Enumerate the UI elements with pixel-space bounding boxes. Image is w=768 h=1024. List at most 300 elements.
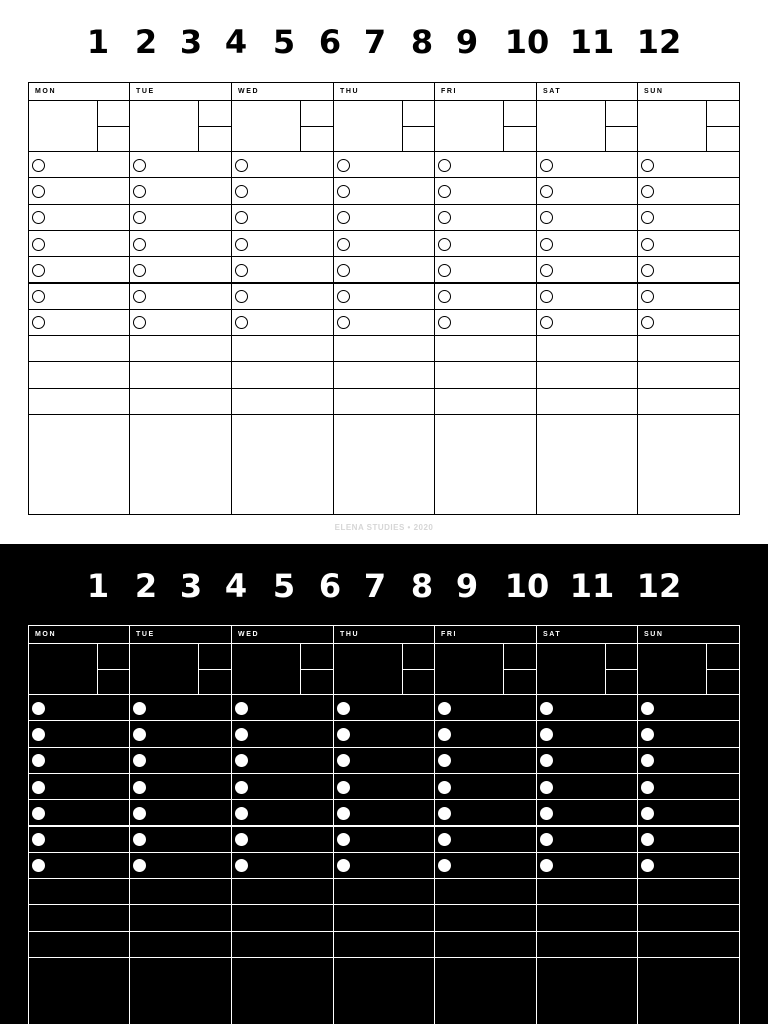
month-number[interactable]: 3 bbox=[179, 23, 203, 61]
filled-circle-icon[interactable] bbox=[641, 781, 654, 794]
checklist-row[interactable] bbox=[129, 826, 232, 853]
checklist-row[interactable] bbox=[637, 151, 740, 178]
filled-circle-icon[interactable] bbox=[438, 781, 451, 794]
filled-circle-icon[interactable] bbox=[32, 833, 45, 846]
month-number[interactable]: 5 bbox=[272, 23, 296, 61]
filled-circle-icon[interactable] bbox=[235, 728, 248, 741]
filled-circle-icon[interactable] bbox=[641, 807, 654, 820]
checklist-row[interactable] bbox=[28, 852, 130, 879]
blank-row[interactable] bbox=[637, 904, 740, 931]
checklist-row[interactable] bbox=[434, 230, 537, 257]
checklist-row[interactable] bbox=[434, 773, 537, 800]
checklist-row[interactable] bbox=[231, 747, 334, 774]
blank-row[interactable] bbox=[231, 904, 334, 931]
checklist-row[interactable] bbox=[333, 747, 435, 774]
circle-icon[interactable] bbox=[540, 264, 553, 277]
circle-icon[interactable] bbox=[133, 316, 146, 329]
circle-icon[interactable] bbox=[540, 185, 553, 198]
checklist-row[interactable] bbox=[637, 720, 740, 747]
circle-icon[interactable] bbox=[438, 211, 451, 224]
checklist-row[interactable] bbox=[129, 773, 232, 800]
circle-icon[interactable] bbox=[32, 290, 45, 303]
checklist-row[interactable] bbox=[536, 852, 638, 879]
date-box[interactable] bbox=[28, 100, 98, 152]
filled-circle-icon[interactable] bbox=[540, 754, 553, 767]
month-number[interactable]: 3 bbox=[179, 567, 203, 605]
small-box[interactable] bbox=[503, 669, 537, 695]
filled-circle-icon[interactable] bbox=[235, 833, 248, 846]
date-box[interactable] bbox=[434, 100, 504, 152]
circle-icon[interactable] bbox=[337, 316, 350, 329]
filled-circle-icon[interactable] bbox=[337, 754, 350, 767]
blank-row[interactable] bbox=[28, 878, 130, 905]
checklist-row[interactable] bbox=[536, 283, 638, 310]
circle-icon[interactable] bbox=[438, 185, 451, 198]
filled-circle-icon[interactable] bbox=[641, 728, 654, 741]
checklist-row[interactable] bbox=[231, 852, 334, 879]
blank-row[interactable] bbox=[333, 361, 435, 388]
circle-icon[interactable] bbox=[540, 211, 553, 224]
checklist-row[interactable] bbox=[536, 694, 638, 721]
checklist-row[interactable] bbox=[637, 256, 740, 283]
checklist-row[interactable] bbox=[129, 799, 232, 826]
checklist-row[interactable] bbox=[434, 256, 537, 283]
filled-circle-icon[interactable] bbox=[337, 833, 350, 846]
checklist-row[interactable] bbox=[231, 204, 334, 231]
blank-row[interactable] bbox=[637, 335, 740, 362]
notes-box[interactable] bbox=[333, 957, 435, 1024]
month-number[interactable]: 11 bbox=[569, 567, 615, 605]
small-box[interactable] bbox=[300, 669, 334, 695]
small-box[interactable] bbox=[605, 643, 638, 670]
checklist-row[interactable] bbox=[129, 283, 232, 310]
filled-circle-icon[interactable] bbox=[32, 859, 45, 872]
checklist-row[interactable] bbox=[637, 852, 740, 879]
month-number[interactable]: 10 bbox=[504, 567, 550, 605]
blank-row[interactable] bbox=[536, 361, 638, 388]
checklist-row[interactable] bbox=[637, 309, 740, 336]
month-number[interactable]: 9 bbox=[455, 567, 479, 605]
checklist-row[interactable] bbox=[129, 230, 232, 257]
filled-circle-icon[interactable] bbox=[32, 702, 45, 715]
checklist-row[interactable] bbox=[231, 151, 334, 178]
filled-circle-icon[interactable] bbox=[540, 781, 553, 794]
checklist-row[interactable] bbox=[434, 283, 537, 310]
blank-row[interactable] bbox=[28, 931, 130, 958]
blank-row[interactable] bbox=[129, 878, 232, 905]
circle-icon[interactable] bbox=[641, 185, 654, 198]
checklist-row[interactable] bbox=[231, 799, 334, 826]
date-box[interactable] bbox=[637, 100, 707, 152]
filled-circle-icon[interactable] bbox=[438, 807, 451, 820]
checklist-row[interactable] bbox=[231, 177, 334, 204]
circle-icon[interactable] bbox=[438, 316, 451, 329]
filled-circle-icon[interactable] bbox=[438, 833, 451, 846]
month-number[interactable]: 7 bbox=[363, 567, 387, 605]
circle-icon[interactable] bbox=[337, 211, 350, 224]
small-box[interactable] bbox=[706, 643, 740, 670]
blank-row[interactable] bbox=[434, 904, 537, 931]
filled-circle-icon[interactable] bbox=[235, 807, 248, 820]
filled-circle-icon[interactable] bbox=[32, 728, 45, 741]
notes-box[interactable] bbox=[333, 414, 435, 515]
filled-circle-icon[interactable] bbox=[540, 833, 553, 846]
checklist-row[interactable] bbox=[333, 256, 435, 283]
circle-icon[interactable] bbox=[32, 159, 45, 172]
checklist-row[interactable] bbox=[434, 799, 537, 826]
circle-icon[interactable] bbox=[133, 238, 146, 251]
filled-circle-icon[interactable] bbox=[540, 728, 553, 741]
filled-circle-icon[interactable] bbox=[133, 754, 146, 767]
circle-icon[interactable] bbox=[133, 290, 146, 303]
circle-icon[interactable] bbox=[641, 211, 654, 224]
notes-box[interactable] bbox=[28, 957, 130, 1024]
filled-circle-icon[interactable] bbox=[540, 702, 553, 715]
date-box[interactable] bbox=[637, 643, 707, 695]
checklist-row[interactable] bbox=[231, 773, 334, 800]
checklist-row[interactable] bbox=[28, 747, 130, 774]
checklist-row[interactable] bbox=[536, 177, 638, 204]
circle-icon[interactable] bbox=[235, 238, 248, 251]
notes-box[interactable] bbox=[536, 414, 638, 515]
filled-circle-icon[interactable] bbox=[32, 807, 45, 820]
checklist-row[interactable] bbox=[434, 204, 537, 231]
notes-box[interactable] bbox=[536, 957, 638, 1024]
month-number[interactable]: 12 bbox=[636, 567, 682, 605]
date-box[interactable] bbox=[333, 643, 403, 695]
blank-row[interactable] bbox=[28, 335, 130, 362]
month-number[interactable]: 12 bbox=[636, 23, 682, 61]
checklist-row[interactable] bbox=[434, 694, 537, 721]
checklist-row[interactable] bbox=[434, 151, 537, 178]
circle-icon[interactable] bbox=[540, 290, 553, 303]
checklist-row[interactable] bbox=[333, 230, 435, 257]
blank-row[interactable] bbox=[333, 878, 435, 905]
blank-row[interactable] bbox=[333, 931, 435, 958]
filled-circle-icon[interactable] bbox=[133, 807, 146, 820]
small-box[interactable] bbox=[605, 126, 638, 152]
filled-circle-icon[interactable] bbox=[235, 859, 248, 872]
circle-icon[interactable] bbox=[540, 238, 553, 251]
circle-icon[interactable] bbox=[235, 185, 248, 198]
month-number[interactable]: 10 bbox=[504, 23, 550, 61]
month-number[interactable]: 4 bbox=[224, 23, 248, 61]
filled-circle-icon[interactable] bbox=[235, 702, 248, 715]
checklist-row[interactable] bbox=[28, 151, 130, 178]
month-number[interactable]: 8 bbox=[410, 567, 434, 605]
blank-row[interactable] bbox=[536, 878, 638, 905]
checklist-row[interactable] bbox=[637, 177, 740, 204]
checklist-row[interactable] bbox=[637, 694, 740, 721]
checklist-row[interactable] bbox=[28, 694, 130, 721]
notes-box[interactable] bbox=[434, 957, 537, 1024]
circle-icon[interactable] bbox=[641, 316, 654, 329]
blank-row[interactable] bbox=[637, 931, 740, 958]
blank-row[interactable] bbox=[637, 361, 740, 388]
checklist-row[interactable] bbox=[434, 852, 537, 879]
checklist-row[interactable] bbox=[231, 826, 334, 853]
filled-circle-icon[interactable] bbox=[641, 754, 654, 767]
filled-circle-icon[interactable] bbox=[235, 781, 248, 794]
checklist-row[interactable] bbox=[129, 204, 232, 231]
checklist-row[interactable] bbox=[637, 773, 740, 800]
checklist-row[interactable] bbox=[231, 256, 334, 283]
checklist-row[interactable] bbox=[28, 826, 130, 853]
circle-icon[interactable] bbox=[32, 264, 45, 277]
checklist-row[interactable] bbox=[28, 309, 130, 336]
checklist-row[interactable] bbox=[536, 256, 638, 283]
checklist-row[interactable] bbox=[129, 747, 232, 774]
circle-icon[interactable] bbox=[641, 290, 654, 303]
checklist-row[interactable] bbox=[536, 799, 638, 826]
filled-circle-icon[interactable] bbox=[337, 781, 350, 794]
checklist-row[interactable] bbox=[129, 151, 232, 178]
circle-icon[interactable] bbox=[438, 238, 451, 251]
filled-circle-icon[interactable] bbox=[133, 781, 146, 794]
checklist-row[interactable] bbox=[333, 204, 435, 231]
checklist-row[interactable] bbox=[28, 204, 130, 231]
circle-icon[interactable] bbox=[32, 185, 45, 198]
month-number[interactable]: 9 bbox=[455, 23, 479, 61]
filled-circle-icon[interactable] bbox=[337, 728, 350, 741]
checklist-row[interactable] bbox=[637, 204, 740, 231]
checklist-row[interactable] bbox=[536, 747, 638, 774]
small-box[interactable] bbox=[402, 643, 435, 670]
filled-circle-icon[interactable] bbox=[133, 702, 146, 715]
small-box[interactable] bbox=[97, 126, 130, 152]
checklist-row[interactable] bbox=[333, 309, 435, 336]
small-box[interactable] bbox=[402, 100, 435, 127]
checklist-row[interactable] bbox=[231, 720, 334, 747]
circle-icon[interactable] bbox=[235, 159, 248, 172]
date-box[interactable] bbox=[333, 100, 403, 152]
blank-row[interactable] bbox=[536, 904, 638, 931]
checklist-row[interactable] bbox=[129, 309, 232, 336]
circle-icon[interactable] bbox=[32, 238, 45, 251]
blank-row[interactable] bbox=[129, 931, 232, 958]
filled-circle-icon[interactable] bbox=[32, 781, 45, 794]
small-box[interactable] bbox=[198, 100, 232, 127]
small-box[interactable] bbox=[402, 669, 435, 695]
small-box[interactable] bbox=[97, 669, 130, 695]
small-box[interactable] bbox=[706, 126, 740, 152]
checklist-row[interactable] bbox=[28, 773, 130, 800]
circle-icon[interactable] bbox=[133, 211, 146, 224]
checklist-row[interactable] bbox=[129, 852, 232, 879]
filled-circle-icon[interactable] bbox=[32, 754, 45, 767]
checklist-row[interactable] bbox=[536, 230, 638, 257]
circle-icon[interactable] bbox=[540, 316, 553, 329]
circle-icon[interactable] bbox=[337, 290, 350, 303]
small-box[interactable] bbox=[706, 100, 740, 127]
small-box[interactable] bbox=[97, 100, 130, 127]
checklist-row[interactable] bbox=[536, 720, 638, 747]
checklist-row[interactable] bbox=[434, 309, 537, 336]
blank-row[interactable] bbox=[231, 931, 334, 958]
small-box[interactable] bbox=[503, 100, 537, 127]
checklist-row[interactable] bbox=[333, 799, 435, 826]
notes-box[interactable] bbox=[231, 957, 334, 1024]
circle-icon[interactable] bbox=[438, 159, 451, 172]
circle-icon[interactable] bbox=[32, 316, 45, 329]
small-box[interactable] bbox=[605, 669, 638, 695]
checklist-row[interactable] bbox=[637, 799, 740, 826]
checklist-row[interactable] bbox=[536, 204, 638, 231]
blank-row[interactable] bbox=[129, 904, 232, 931]
month-number[interactable]: 2 bbox=[134, 567, 158, 605]
filled-circle-icon[interactable] bbox=[641, 833, 654, 846]
checklist-row[interactable] bbox=[536, 773, 638, 800]
checklist-row[interactable] bbox=[637, 747, 740, 774]
checklist-row[interactable] bbox=[333, 283, 435, 310]
month-number[interactable]: 6 bbox=[318, 567, 342, 605]
filled-circle-icon[interactable] bbox=[540, 807, 553, 820]
month-number[interactable]: 4 bbox=[224, 567, 248, 605]
circle-icon[interactable] bbox=[337, 238, 350, 251]
small-box[interactable] bbox=[300, 100, 334, 127]
filled-circle-icon[interactable] bbox=[641, 859, 654, 872]
checklist-row[interactable] bbox=[637, 283, 740, 310]
blank-row[interactable] bbox=[333, 388, 435, 415]
filled-circle-icon[interactable] bbox=[337, 807, 350, 820]
blank-row[interactable] bbox=[637, 878, 740, 905]
filled-circle-icon[interactable] bbox=[337, 859, 350, 872]
circle-icon[interactable] bbox=[133, 185, 146, 198]
month-number[interactable]: 6 bbox=[318, 23, 342, 61]
month-number[interactable]: 1 bbox=[86, 567, 110, 605]
checklist-row[interactable] bbox=[231, 309, 334, 336]
month-number[interactable]: 8 bbox=[410, 23, 434, 61]
blank-row[interactable] bbox=[434, 931, 537, 958]
notes-box[interactable] bbox=[434, 414, 537, 515]
date-box[interactable] bbox=[536, 643, 606, 695]
small-box[interactable] bbox=[198, 669, 232, 695]
blank-row[interactable] bbox=[231, 878, 334, 905]
blank-row[interactable] bbox=[536, 931, 638, 958]
small-box[interactable] bbox=[706, 669, 740, 695]
checklist-row[interactable] bbox=[536, 826, 638, 853]
checklist-row[interactable] bbox=[536, 309, 638, 336]
date-box[interactable] bbox=[28, 643, 98, 695]
checklist-row[interactable] bbox=[637, 826, 740, 853]
date-box[interactable] bbox=[434, 643, 504, 695]
blank-row[interactable] bbox=[129, 335, 232, 362]
filled-circle-icon[interactable] bbox=[133, 833, 146, 846]
notes-box[interactable] bbox=[129, 414, 232, 515]
circle-icon[interactable] bbox=[438, 290, 451, 303]
filled-circle-icon[interactable] bbox=[438, 859, 451, 872]
checklist-row[interactable] bbox=[28, 799, 130, 826]
checklist-row[interactable] bbox=[28, 230, 130, 257]
circle-icon[interactable] bbox=[235, 290, 248, 303]
date-box[interactable] bbox=[231, 643, 301, 695]
month-number[interactable]: 2 bbox=[134, 23, 158, 61]
checklist-row[interactable] bbox=[434, 826, 537, 853]
filled-circle-icon[interactable] bbox=[438, 728, 451, 741]
blank-row[interactable] bbox=[231, 361, 334, 388]
blank-row[interactable] bbox=[333, 335, 435, 362]
filled-circle-icon[interactable] bbox=[641, 702, 654, 715]
notes-box[interactable] bbox=[28, 414, 130, 515]
checklist-row[interactable] bbox=[333, 177, 435, 204]
filled-circle-icon[interactable] bbox=[337, 702, 350, 715]
blank-row[interactable] bbox=[129, 388, 232, 415]
checklist-row[interactable] bbox=[129, 177, 232, 204]
circle-icon[interactable] bbox=[235, 264, 248, 277]
circle-icon[interactable] bbox=[235, 316, 248, 329]
month-number[interactable]: 1 bbox=[86, 23, 110, 61]
circle-icon[interactable] bbox=[235, 211, 248, 224]
circle-icon[interactable] bbox=[641, 238, 654, 251]
blank-row[interactable] bbox=[129, 361, 232, 388]
notes-box[interactable] bbox=[231, 414, 334, 515]
blank-row[interactable] bbox=[434, 361, 537, 388]
small-box[interactable] bbox=[605, 100, 638, 127]
checklist-row[interactable] bbox=[231, 283, 334, 310]
notes-box[interactable] bbox=[129, 957, 232, 1024]
checklist-row[interactable] bbox=[28, 720, 130, 747]
checklist-row[interactable] bbox=[28, 256, 130, 283]
checklist-row[interactable] bbox=[333, 852, 435, 879]
checklist-row[interactable] bbox=[231, 694, 334, 721]
checklist-row[interactable] bbox=[434, 177, 537, 204]
checklist-row[interactable] bbox=[434, 720, 537, 747]
blank-row[interactable] bbox=[333, 904, 435, 931]
blank-row[interactable] bbox=[536, 388, 638, 415]
checklist-row[interactable] bbox=[28, 283, 130, 310]
small-box[interactable] bbox=[198, 643, 232, 670]
checklist-row[interactable] bbox=[231, 230, 334, 257]
checklist-row[interactable] bbox=[129, 720, 232, 747]
checklist-row[interactable] bbox=[129, 256, 232, 283]
circle-icon[interactable] bbox=[540, 159, 553, 172]
circle-icon[interactable] bbox=[641, 159, 654, 172]
blank-row[interactable] bbox=[536, 335, 638, 362]
small-box[interactable] bbox=[300, 126, 334, 152]
blank-row[interactable] bbox=[434, 335, 537, 362]
notes-box[interactable] bbox=[637, 414, 740, 515]
small-box[interactable] bbox=[503, 126, 537, 152]
small-box[interactable] bbox=[198, 126, 232, 152]
checklist-row[interactable] bbox=[333, 773, 435, 800]
notes-box[interactable] bbox=[637, 957, 740, 1024]
blank-row[interactable] bbox=[434, 388, 537, 415]
filled-circle-icon[interactable] bbox=[133, 859, 146, 872]
circle-icon[interactable] bbox=[337, 185, 350, 198]
checklist-row[interactable] bbox=[637, 230, 740, 257]
circle-icon[interactable] bbox=[133, 159, 146, 172]
circle-icon[interactable] bbox=[641, 264, 654, 277]
small-box[interactable] bbox=[503, 643, 537, 670]
checklist-row[interactable] bbox=[434, 747, 537, 774]
filled-circle-icon[interactable] bbox=[540, 859, 553, 872]
small-box[interactable] bbox=[402, 126, 435, 152]
circle-icon[interactable] bbox=[32, 211, 45, 224]
filled-circle-icon[interactable] bbox=[133, 728, 146, 741]
blank-row[interactable] bbox=[28, 904, 130, 931]
month-number[interactable]: 7 bbox=[363, 23, 387, 61]
blank-row[interactable] bbox=[28, 361, 130, 388]
checklist-row[interactable] bbox=[333, 720, 435, 747]
circle-icon[interactable] bbox=[337, 264, 350, 277]
filled-circle-icon[interactable] bbox=[438, 702, 451, 715]
month-number[interactable]: 11 bbox=[569, 23, 615, 61]
circle-icon[interactable] bbox=[337, 159, 350, 172]
checklist-row[interactable] bbox=[129, 694, 232, 721]
checklist-row[interactable] bbox=[333, 694, 435, 721]
checklist-row[interactable] bbox=[333, 826, 435, 853]
checklist-row[interactable] bbox=[333, 151, 435, 178]
